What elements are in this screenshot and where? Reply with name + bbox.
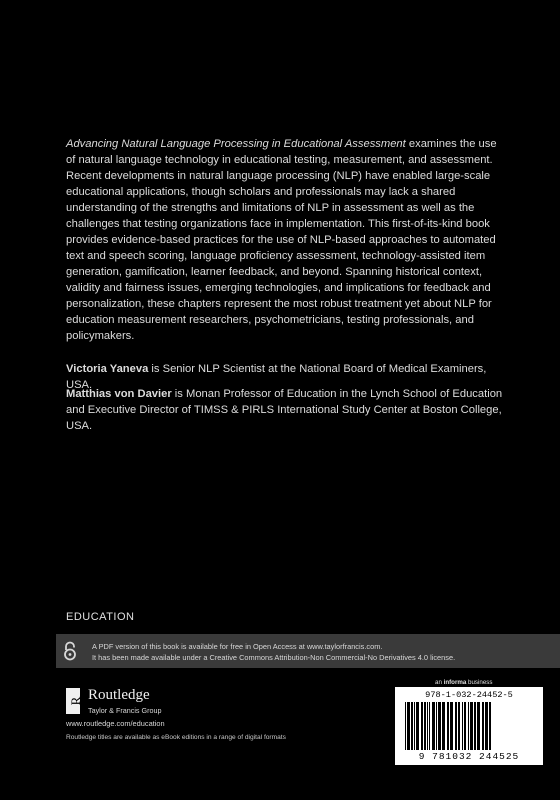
author-bio-text: is Senior NLP Scientist at the National Board of Medical Examiners, USA.: [66, 363, 487, 391]
book-title: Advancing Natural Language Processing in Educational Assessment: [66, 138, 406, 150]
barcode-bars-icon: [403, 702, 535, 750]
publisher-name: Routledge: [88, 687, 150, 703]
author-name: Matthias von Davier: [66, 388, 172, 400]
informa-suffix: business: [466, 679, 493, 686]
isbn-number: 978-1-032-24452-5: [425, 690, 513, 700]
publisher-url[interactable]: www.routledge.com/education: [66, 719, 165, 728]
isbn-barcode: [395, 687, 543, 765]
author-bio-text: is Monan Professor of Education in the Lynch School of Education and Executive Director of TIMSS & PIRLS International Study Center at Boston College, USA.: [66, 388, 503, 432]
informa-brand: informa: [443, 679, 467, 686]
publisher-group: Taylor & Francis Group: [88, 706, 162, 715]
book-description: [66, 136, 506, 344]
svg-text:R: R: [68, 696, 83, 706]
author-name: Victoria Yaneva: [66, 363, 149, 375]
informa-prefix: an: [435, 679, 444, 686]
open-access-icon: [62, 641, 78, 661]
informa-tagline: [435, 679, 492, 686]
routledge-logo-icon: [66, 688, 83, 714]
ean-number: 9 781032 244525: [418, 751, 520, 762]
description-paragraph: [66, 136, 506, 344]
subject-category: EDUCATION: [66, 611, 135, 623]
open-access-line-2: It has been made available under a Creative Commons Attribution-Non Commercial-No Derivatives 4.0 license.: [92, 652, 456, 662]
ebook-note: Routledge titles are available as eBook editions in a range of digital formats: [66, 734, 286, 741]
open-access-band: [56, 634, 560, 668]
open-access-text: [92, 642, 455, 663]
description-text: examines the use of natural language technology in educational testing, measurement, and assessment. Recent developments in natural language processing (NLP) have enabled large-scale educational applications, though scholars and professionals may lack a shared understanding of the strengths and limitations of NLP in assessment as well as the challenges that testing organizations face in implementation. This first-of-its-kind book provides evidence-based practices for the use of NLP-based approaches to automated text and speech scoring, language proficiency assessment, technology-assisted item generation, gamification, learner feedback, and beyond. Spanning historical context, validity and fairness issues, emerging technologies, and implications for feedback and personalization, these chapters represent the most robust treatment yet about NLP for education measurement researchers, psychometricians, testing professionals, and policymakers.: [66, 138, 497, 342]
open-access-line-1: A PDF version of this book is available for free in Open Access at www.taylorfrancis.com.: [92, 642, 383, 651]
author-bio-2: [66, 386, 506, 434]
